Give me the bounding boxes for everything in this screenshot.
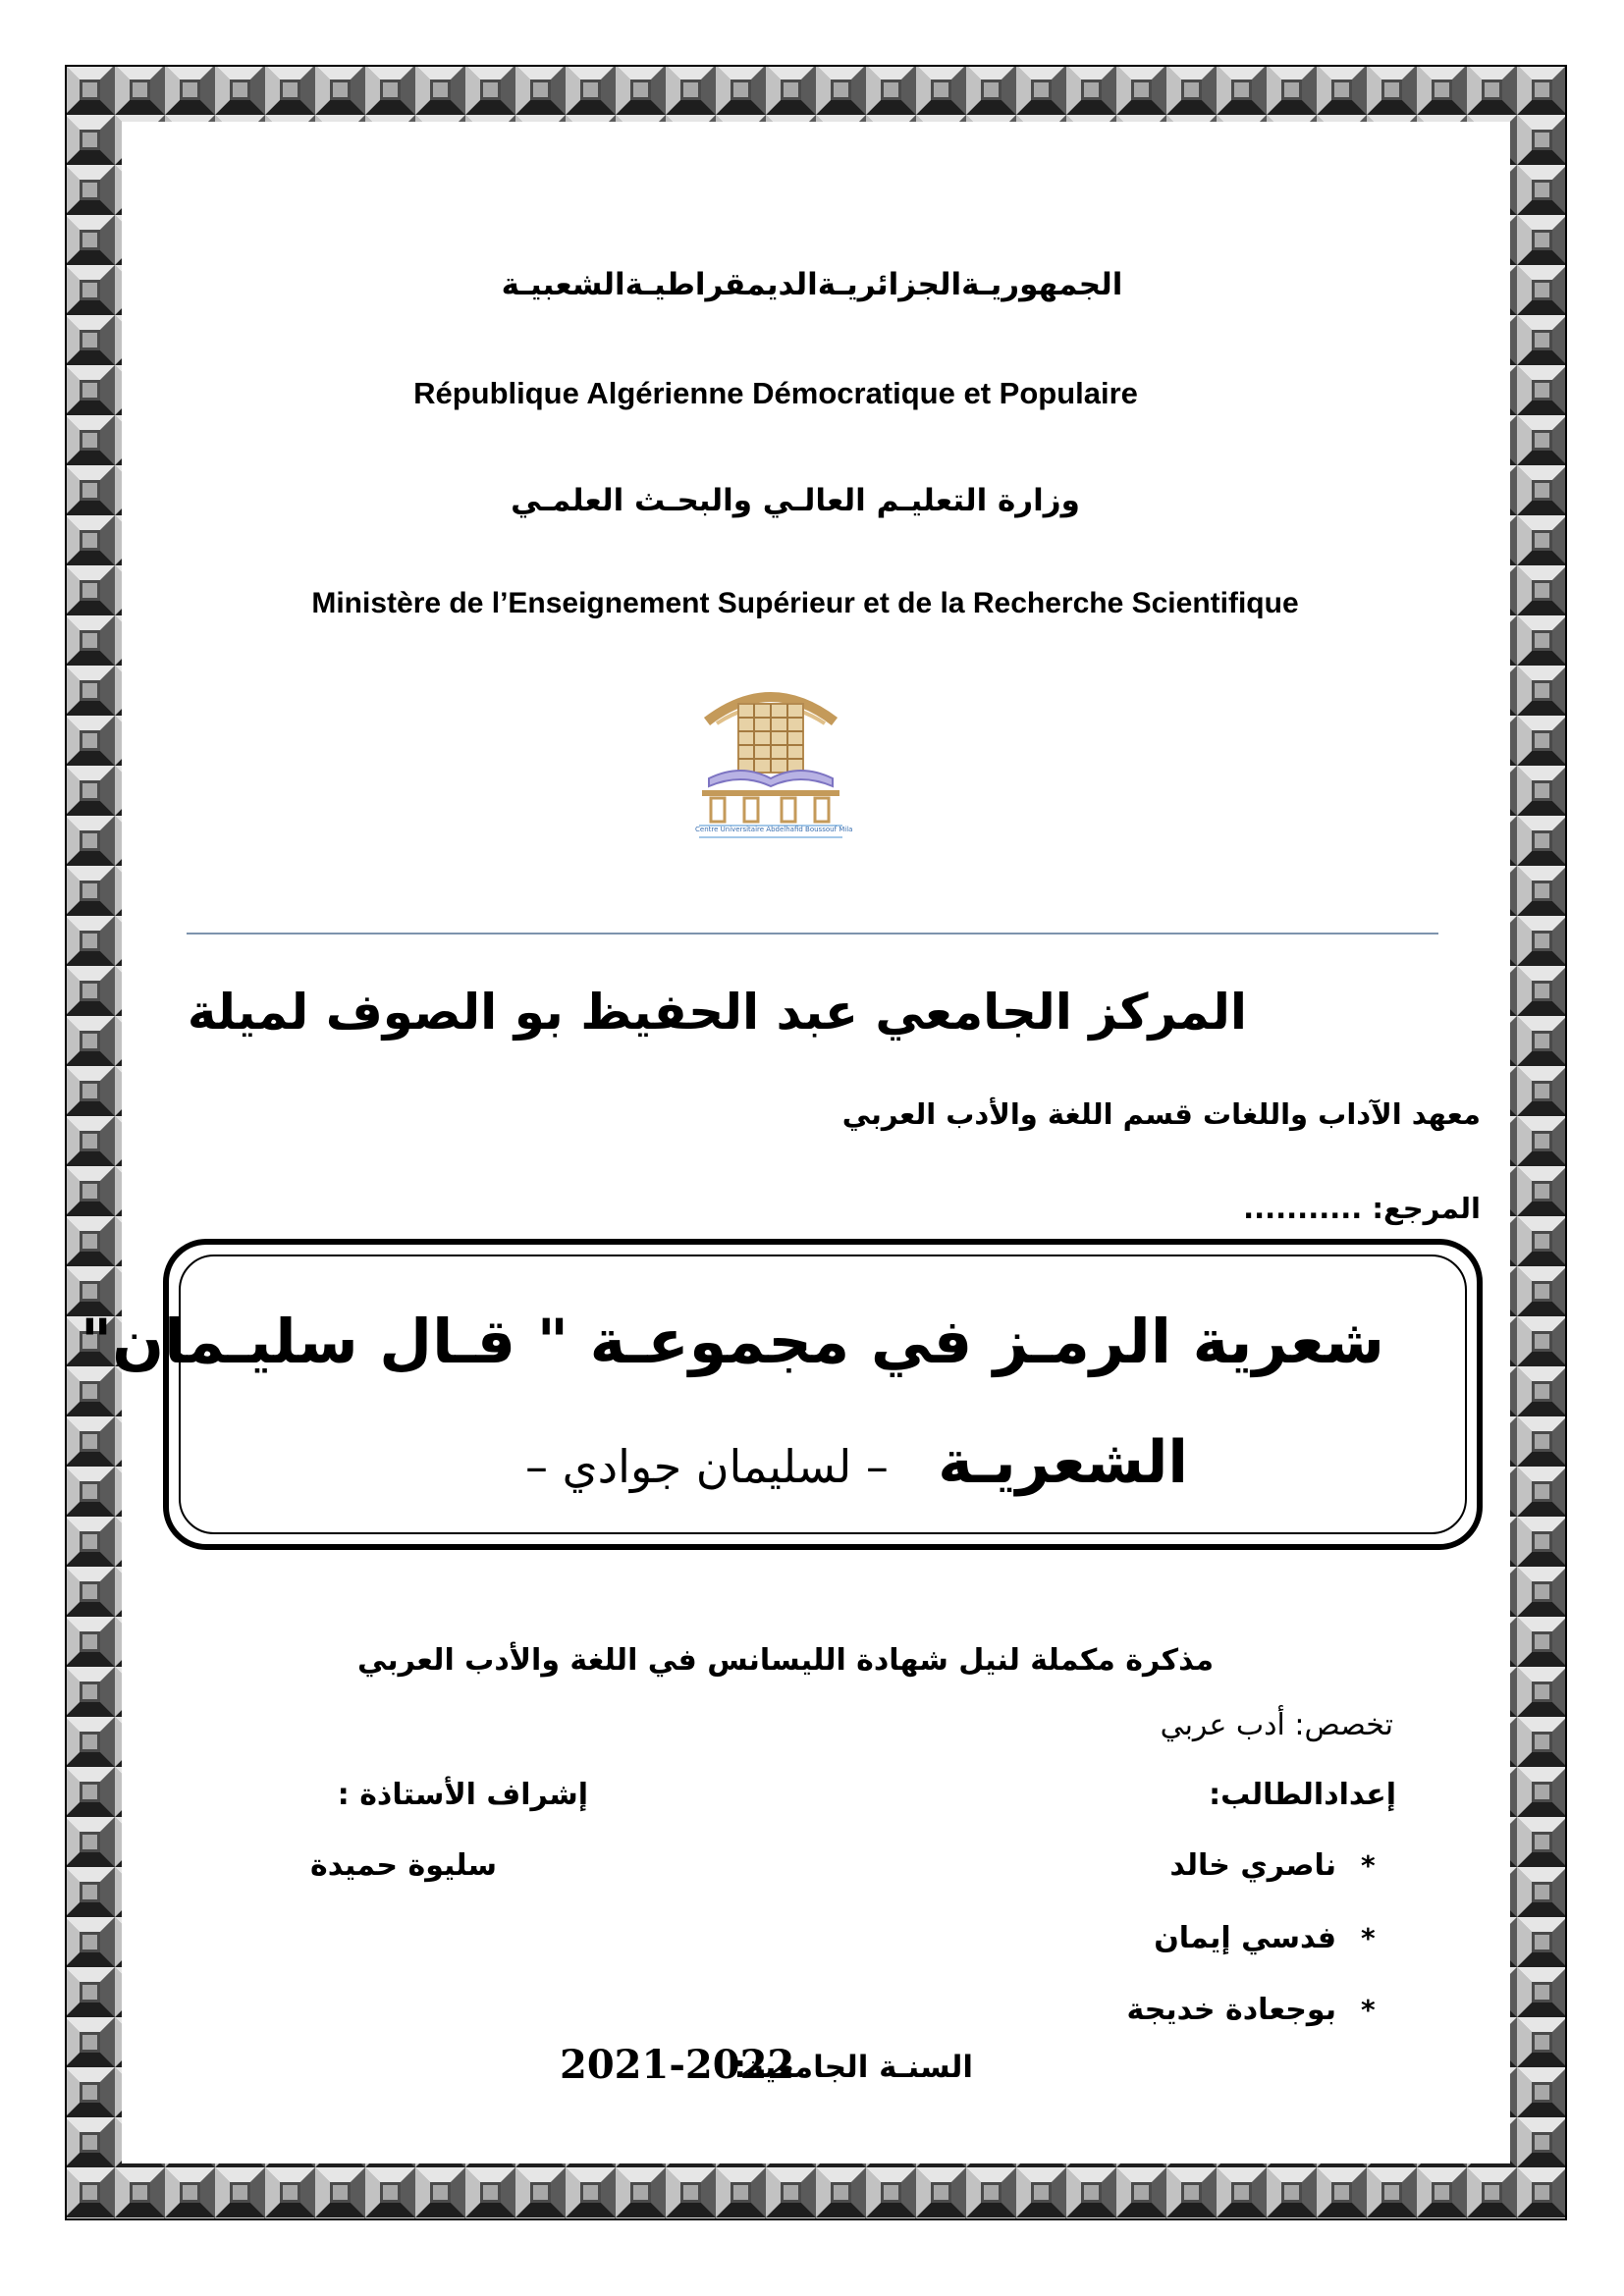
department-name: معهد الآداب واللغات قسم اللغة والأدب العربي [841, 1097, 1481, 1131]
student-name: فدسي إيمان [1154, 1921, 1336, 1955]
institution-name: المركز الجامعي عبد الحفيظ بو الصوف لميلة [187, 984, 1247, 1041]
reference-number: المرجع: ........... [1243, 1192, 1481, 1225]
thesis-title-line1: شعرية الرمـز في مجموعـة " قـال سليـمان" [80, 1306, 1384, 1377]
republic-arabic: الجمهوريـةالجزائريـةالديمقراطيـةالشعبيـة [501, 267, 1123, 302]
bullet: * [1361, 1922, 1376, 1954]
republic-french: République Algérienne Démocratique et Populaire [413, 376, 1138, 410]
specialty: تخصص: أدب عربي [1160, 1708, 1393, 1742]
prepared-by-label: إعدادالطالب: [1209, 1778, 1396, 1812]
academic-year-value: 2021-2022 [560, 2042, 795, 2088]
logo-caption: Centre Universitaire Abdelhafid Boussouf Mila [695, 826, 853, 833]
thesis-purpose: مذكرة مكملة لنيل شهادة الليسانس في اللغة والأدب العربي [356, 1643, 1215, 1678]
thesis-title-line2: الشعريـة [938, 1428, 1188, 1497]
academic-year-label: السنـة الجامعية: [733, 2050, 973, 2085]
bullet: * [1361, 1994, 1376, 2026]
student-name: بوجعادة خديجة [1126, 1993, 1336, 2027]
ministry-french: Ministère de l’Enseignement Supérieur et de la Recherche Scientifique [311, 587, 1299, 619]
thesis-author: – لسليمان جوادي – [525, 1440, 889, 1493]
supervisor-name: سليوة حميدة [310, 1848, 497, 1883]
ministry-arabic: وزارة التعليـم العالـي والبحـث العلمـي [511, 483, 1080, 518]
horizontal-rule [187, 933, 1438, 934]
bullet: * [1361, 1849, 1376, 1882]
thesis-title-box [80, 1239, 1483, 1550]
supervisor-label: إشراف الأستاذة : [337, 1778, 588, 1812]
student-name: ناصري خالد [1169, 1848, 1336, 1883]
university-logo [687, 682, 854, 839]
